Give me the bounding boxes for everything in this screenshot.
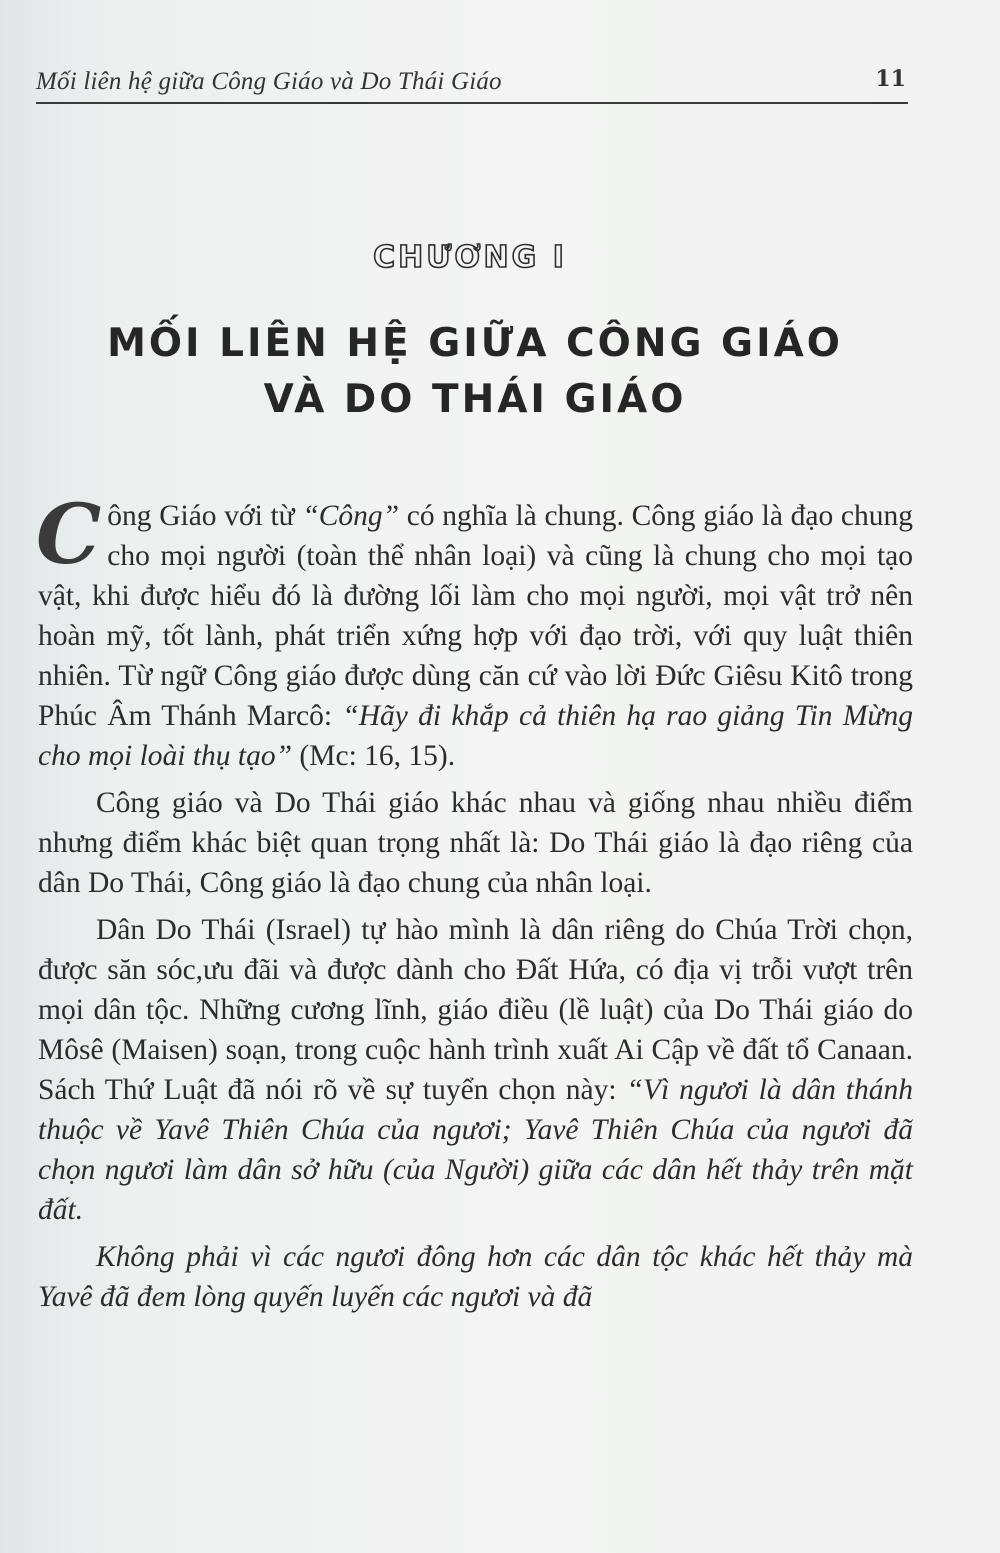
chapter-title-line-1: MỐI LIÊN HỆ GIỮA CÔNG GIÁO (107, 321, 843, 366)
chapter-title (40, 316, 910, 428)
paragraph-3 (38, 910, 913, 1230)
chapter-label: CHƯƠNG I (373, 240, 567, 275)
paragraph-3-text: Dân Do Thái (Israel) tự hào mình là dân riêng do Chúa Trời chọn, được săn sóc,ưu đãi và được dành cho Đất Hứa, có địa vị trỗi vượt trên mọi dân tộc. Những cương lĩnh, giáo điều (lề luật) của Do Thái giáo do Môsê (Maisen) soạn, trong cuộc hành trình xuất Ai Cập về đất tổ Canaan. Sách Thứ Luật đã nói rõ về sự tuyển chọn này: (38, 914, 913, 1106)
chapter-title-line-2: VÀ DO THÁI GIÁO (263, 377, 687, 422)
paragraph-3-scripture-quote: “Vì ngươi là dân thánh thuộc về Yavê Thiên Chúa của ngươi; Yavê Thiên Chúa của ngươi đã chọn ngươi làm dân sở hữu (của Người) giữa các dân hết thảy trên mặt đất. (38, 1074, 914, 1226)
drop-cap: C (36, 487, 102, 583)
paragraph-1-text-b: có nghĩa là chung. Công giáo là đạo chung cho mọi người (toàn thể nhân loại) và cũng là chung cho mọi tạo vật, khi được hiểu đó là đường lối làm cho mọi người, mọi vật trở nên hoàn mỹ, tốt lành, phát triển xứng hợp với đạo trời, với quy luật thiên nhiên. Từ ngữ Công giáo được dùng căn cứ vào lời Đức Giêsu Kitô trong Phúc Âm Thánh Marcô: (38, 500, 913, 732)
paragraph-2: Công giáo và Do Thái giáo khác nhau và giống nhau nhiều điểm nhưng điểm khác biệt quan trọng nhất là: Do Thái giáo là đạo riêng của dân Do Thái, Công giáo là đạo chung của nhân loại. (38, 787, 913, 899)
page-number: 11 (875, 66, 906, 92)
running-header (36, 66, 908, 104)
paragraph-1-text-a: ông Giáo với từ (107, 500, 303, 532)
running-title: Mối liên hệ giữa Công Giáo và Do Thái Giáo (36, 68, 502, 95)
paragraph-1 (36, 487, 913, 776)
paragraph-1-citation: (Mc: 16, 15). (292, 740, 456, 772)
paragraph-4: Không phải vì các ngươi đông hơn các dân tộc khác hết thảy mà Yavê đã đem lòng quyến luyến các ngươi và đã (38, 1241, 913, 1313)
body-text (36, 487, 914, 1324)
paragraph-1-quote-word: “Công” (302, 500, 400, 532)
paragraph-1-scripture-quote: “Hãy đi khắp cả thiên hạ rao giảng Tin Mừng cho mọi loài thụ tạo” (38, 700, 913, 772)
